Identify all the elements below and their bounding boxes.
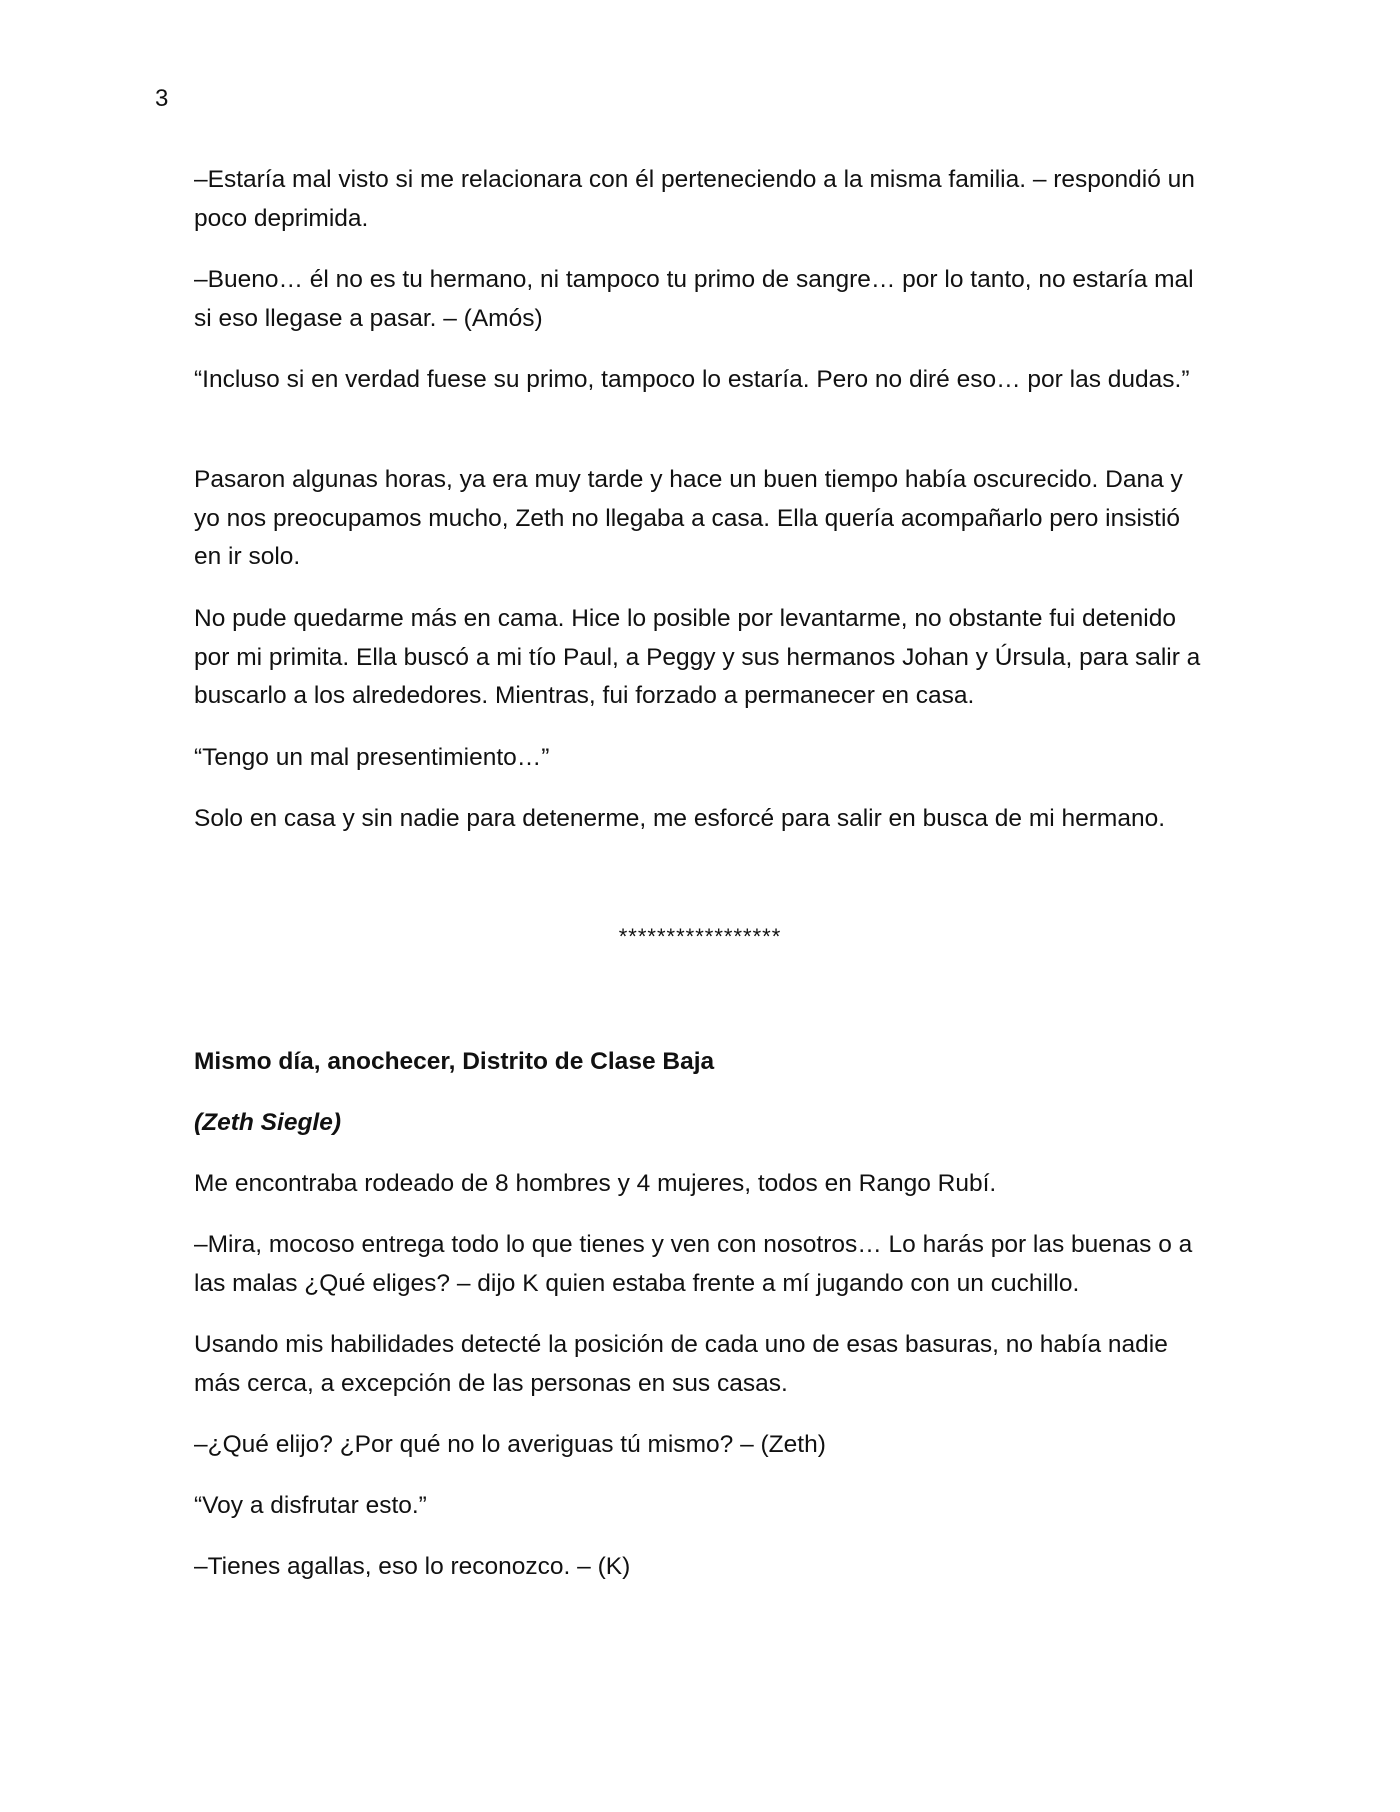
scene-paragraph-3: Usando mis habilidades detecté la posición de cada uno de esas basuras, no había nadie más cerca, a excepción de las personas en sus casas. [194, 1331, 1168, 1397]
paragraph-4: Pasaron algunas horas, ya era muy tarde y hace un buen tiempo había oscurecido. Dana y yo nos preocupamos mucho, Zeth no llegaba a casa. Ella quería acompañarlo pero insistió en ir solo. [194, 466, 1183, 570]
paragraph-7: Solo en casa y sin nadie para detenerme, me esforcé para salir en busca de mi hermano. [194, 805, 1166, 832]
scene-paragraph-1: Me encontraba rodeado de 8 hombres y 4 mujeres, todos en Rango Rubí. [194, 1170, 997, 1197]
paragraph-6: “Tengo un mal presentimiento…” [194, 744, 550, 771]
scene-heading: Mismo día, anochecer, Distrito de Clase Baja [194, 1048, 715, 1075]
scene-paragraph-2: –Mira, mocoso entrega todo lo que tienes y ven con nosotros… Lo harás por las buenas o a las malas ¿Qué eliges? – dijo K quien estaba frente a mí jugando con un cuchillo. [194, 1231, 1193, 1297]
paragraph-5: No pude quedarme más en cama. Hice lo posible por levantarme, no obstante fui detenido por mi primita. Ella buscó a mi tío Paul, a Peggy y sus hermanos Johan y Úrsula, para salir a buscarlo a los alrededores. Mientras, fui forzado a permanecer en casa. [194, 605, 1201, 709]
paragraph-3: “Incluso si en verdad fuese su primo, tampoco lo estaría. Pero no diré eso… por las dudas.” [194, 366, 1190, 393]
paragraph-2: –Bueno… él no es tu hermano, ni tampoco tu primo de sangre… por lo tanto, no estaría mal si eso llegase a pasar. – (Amós) [194, 266, 1194, 332]
paragraph-1: –Estaría mal visto si me relacionara con él perteneciendo a la misma familia. – respondió un poco deprimida. [194, 166, 1195, 232]
section-separator: ***************** [618, 924, 782, 949]
scene-pov: (Zeth Siegle) [194, 1109, 342, 1136]
page-number: 3 [155, 85, 169, 112]
scene-paragraph-4: –¿Qué elijo? ¿Por qué no lo averiguas tú mismo? – (Zeth) [194, 1431, 826, 1458]
scene-paragraph-5: “Voy a disfrutar esto.” [194, 1492, 427, 1519]
scene-paragraph-6: –Tienes agallas, eso lo reconozco. – (K) [194, 1553, 631, 1580]
